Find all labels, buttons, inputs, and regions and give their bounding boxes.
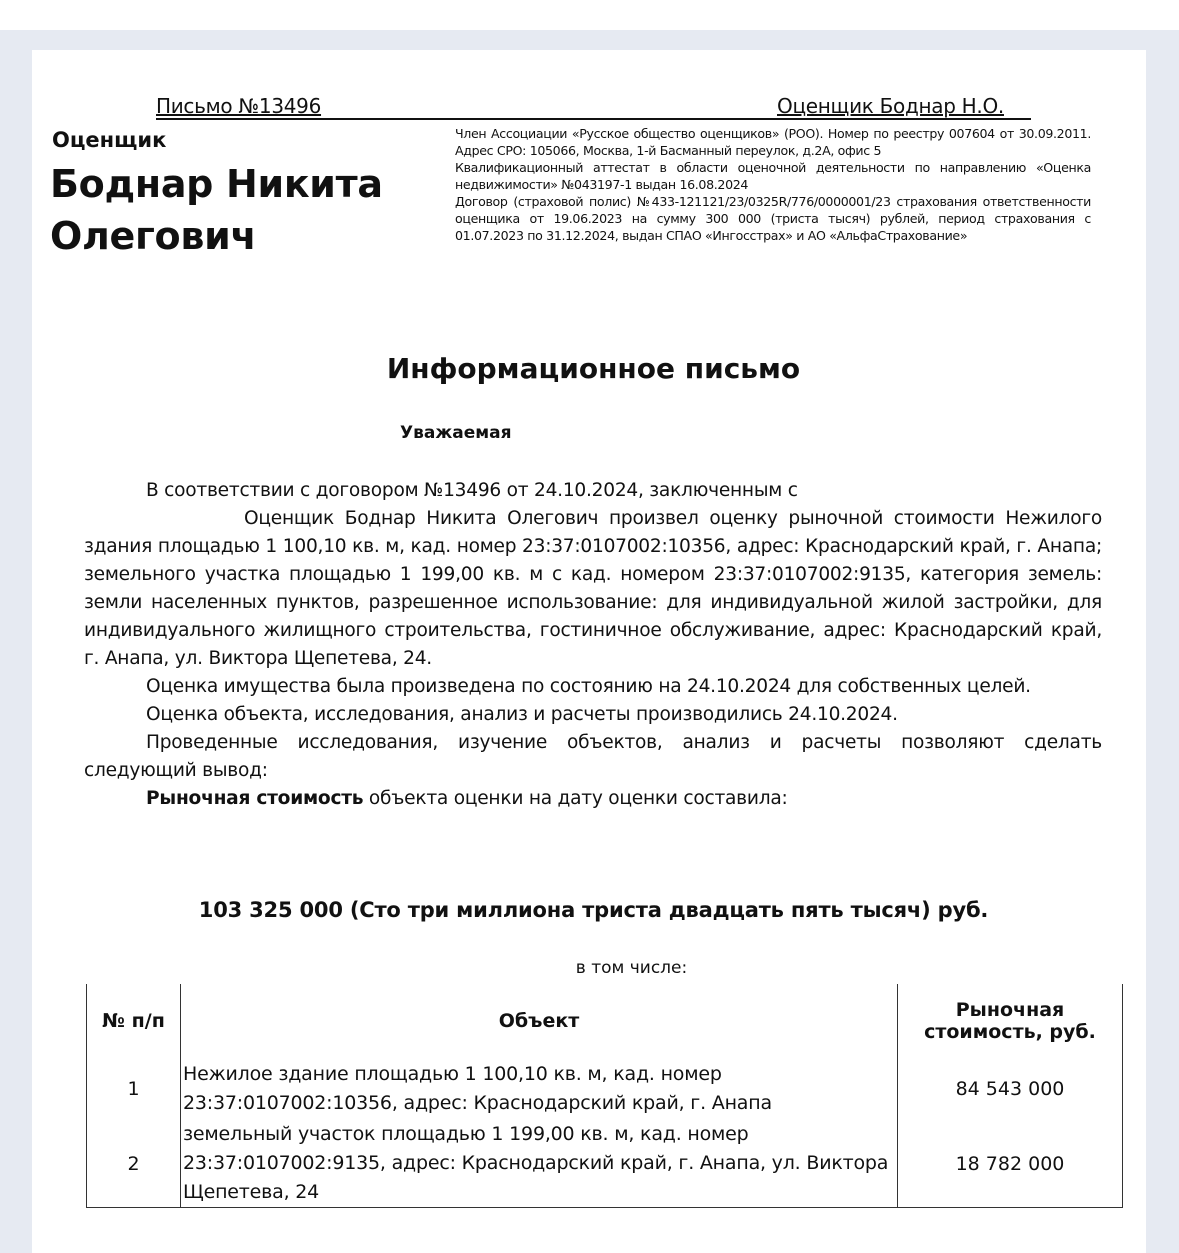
salutation: Уважаемая [400, 423, 512, 443]
credential-certificate: Квалификационный аттестат в области оценочной деятельности по направлению «Оценка недвижимости» №043197-1 выдан 16.08.2024 [455, 160, 1091, 192]
document-title: Информационное письмо [386, 352, 801, 385]
paragraph-contract-rest: Оценщик Боднар Никита Олегович произвел оценку рыночной стоимости Нежилого здания площадью 1 100,10 кв. м, кад. номер 23:37:0107002:10356, адрес: Краснодарский край, г. Анапа; земельного участка площадью 1 199,00 кв. м с кад. номером 23:37:0107002:9135, категория земель: земли населенных пунктов, разрешенное использование: для индивидуальной жилой застройки, для индивидуального жилищного строительства, гостиничное обслуживание, адрес: Краснодарский край, г. Анапа, ул. Виктора Щепетева, 24. [84, 508, 1102, 669]
letter-body [84, 477, 1102, 813]
paragraph-contract-line1: В соответствии с договором №13496 от 24.10.2024, заключенным с [146, 480, 798, 501]
market-value-text: объекта оценки на дату оценки составила: [363, 788, 788, 809]
appraiser-name-line1: Боднар Никита [50, 162, 383, 206]
appraiser-short-name: Оценщик Боднар Н.О. [777, 94, 1004, 118]
valuation-table [86, 984, 1123, 1208]
header-number: № п/п [87, 984, 181, 1058]
letter-number: Письмо №13496 [156, 94, 322, 118]
table-row [87, 1120, 1123, 1208]
paragraph-research-date: Оценка объекта, исследования, анализ и расчеты производились 24.10.2024. [146, 704, 898, 725]
table-row [87, 1058, 1123, 1120]
credential-membership: Член Ассоциации «Русское общество оценщиков» (РОО). Номер по реестру 007604 от 30.09.2011. Адрес СРО: 105066, Москва, 1-й Басманный переулок, д.2А, офис 5 [455, 126, 1091, 158]
row-object: Нежилое здание площадью 1 100,10 кв. м, кад. номер 23:37:0107002:10356, адрес: Краснодарский край, г. Анапа [181, 1058, 898, 1120]
header-market-value: Рыночная стоимость, руб. [898, 984, 1123, 1058]
paragraph-valuation-date: Оценка имущества была произведена по состоянию на 24.10.2024 для собственных целей. [146, 676, 1031, 697]
credential-insurance: Договор (страховой полис) №433-121121/23/0325R/776/0000001/23 страхования ответственности оценщика от 19.06.2023 на сумму 300 000 (триста тысяч) рублей, период страхования с 01.07.2023 по 31.12.2024, выдан СПАО «Ингосстрах» и АО «АльфаСтрахование» [455, 194, 1091, 243]
table-header-row [87, 984, 1123, 1058]
paragraph-contract [84, 477, 1102, 673]
row-number: 2 [87, 1120, 181, 1208]
appraiser-full-name [50, 158, 383, 262]
including-label: в том числе: [575, 958, 688, 978]
market-value-label: Рыночная стоимость [146, 788, 364, 809]
header-object: Объект [181, 984, 898, 1058]
row-number: 1 [87, 1058, 181, 1120]
header-underline [156, 118, 1031, 120]
total-market-value: 103 325 000 (Сто три миллиона триста двадцать пять тысяч) руб. [198, 898, 989, 922]
paragraph-market-value [84, 785, 1102, 813]
row-value: 18 782 000 [898, 1120, 1123, 1208]
row-value: 84 543 000 [898, 1058, 1123, 1120]
appraiser-credentials [455, 125, 1091, 244]
paragraph-conclusion-intro: Проведенные исследования, изучение объектов, анализ и расчеты позволяют сделать следующий вывод: [84, 732, 1102, 781]
appraiser-name-line2: Олегович [50, 214, 257, 258]
appraiser-label: Оценщик [52, 128, 167, 152]
row-object: земельный участок площадью 1 199,00 кв. м, кад. номер 23:37:0107002:9135, адрес: Краснодарский край, г. Анапа, ул. Виктора Щепетева, 24 [181, 1120, 898, 1208]
